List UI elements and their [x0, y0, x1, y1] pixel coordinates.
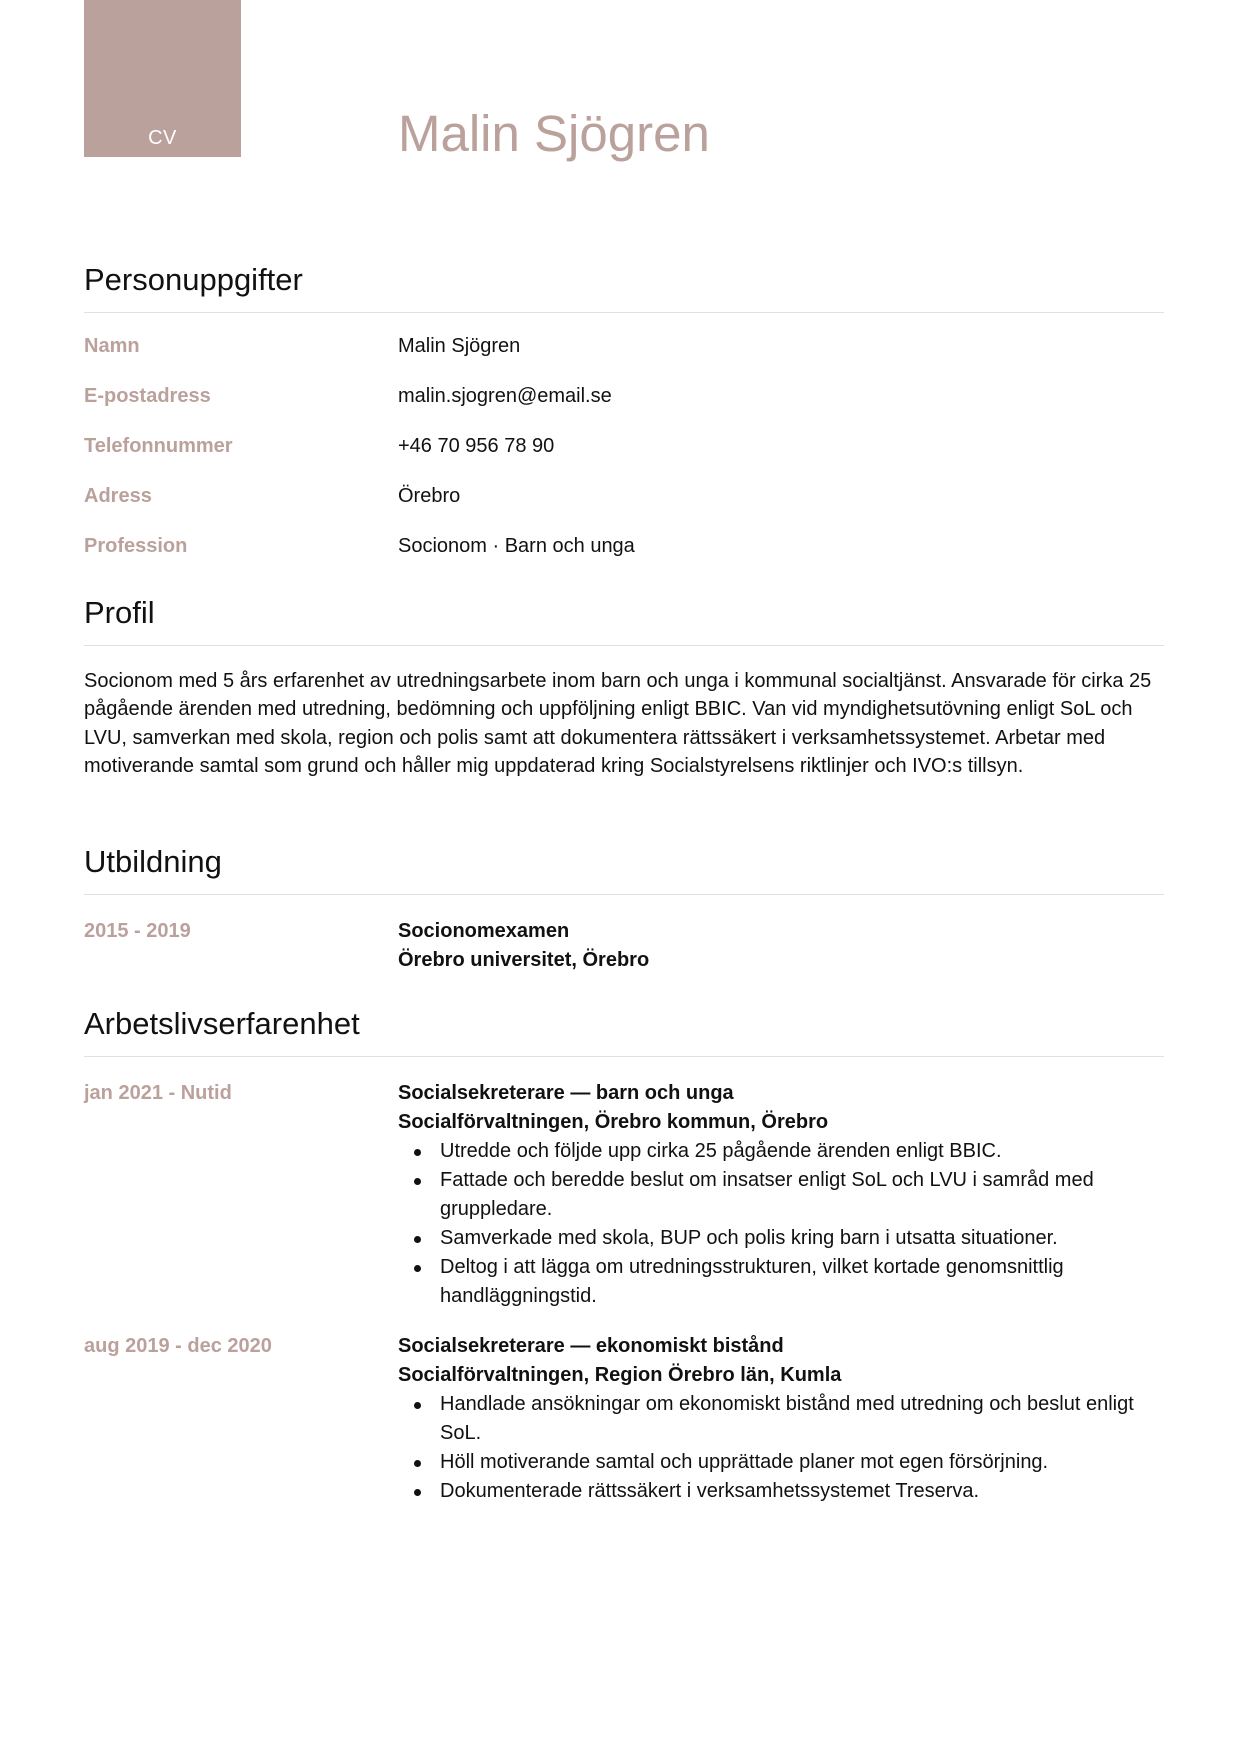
- bullet-text: Dokumenterade rättssäkert i verksamhetssystemet Treserva.: [440, 1479, 980, 1502]
- experience-role: Socialsekreterare — ekonomiskt bistånd: [398, 1334, 784, 1357]
- value-profession: Socionom · Barn och unga: [398, 534, 635, 557]
- list-item: [398, 1390, 1164, 1448]
- value-address: Örebro: [398, 484, 461, 507]
- value-phone: +46 70 956 78 90: [398, 434, 555, 457]
- cv-badge-label: CV: [148, 127, 177, 149]
- list-item: [398, 1224, 1164, 1253]
- section-divider: [84, 312, 1164, 313]
- label-name: Namn: [84, 334, 140, 357]
- bullet-text: Höll motiverande samtal och upprättade planer mot egen försörjning.: [440, 1450, 1049, 1473]
- experience-dates: jan 2021 - Nutid: [84, 1081, 232, 1104]
- bullet-text: Handlade ansökningar om ekonomiskt bistånd med utredning och beslut enligt SoL.: [440, 1392, 1134, 1444]
- section-divider: [84, 1056, 1164, 1057]
- list-item: [398, 1477, 1164, 1506]
- label-address: Adress: [84, 484, 152, 507]
- section-divider: [84, 894, 1164, 895]
- experience-entry: [84, 1079, 1164, 1311]
- bullet-text: Fattade och beredde beslut om insatser enligt SoL och LVU i samråd med gruppledare.: [440, 1168, 1094, 1220]
- education-school: Örebro universitet, Örebro: [398, 948, 650, 971]
- personal-row-address: [84, 485, 1164, 535]
- experience-employer: Socialförvaltningen, Region Örebro län, Kumla: [398, 1363, 842, 1386]
- section-divider: [84, 645, 1164, 646]
- education-entry: [84, 917, 1164, 975]
- experience-bullets: [398, 1390, 1164, 1506]
- label-phone: Telefonnummer: [84, 434, 233, 457]
- section-title-experience: Arbetslivserfarenhet: [84, 1006, 360, 1041]
- cv-badge: [84, 0, 241, 157]
- education-dates: 2015 - 2019: [84, 919, 191, 942]
- personal-row-phone: [84, 435, 1164, 485]
- bullet-dot-icon: [414, 1402, 421, 1409]
- value-email: malin.sjogren@email.se: [398, 384, 612, 407]
- bullet-text: Samverkade med skola, BUP och polis kring barn i utsatta situationer.: [440, 1226, 1058, 1249]
- personal-row-email: [84, 385, 1164, 435]
- education-degree: Socionomexamen: [398, 919, 570, 942]
- list-item: [398, 1448, 1164, 1477]
- bullet-dot-icon: [414, 1265, 421, 1272]
- education-section: [84, 844, 1164, 975]
- section-title-personal: Personuppgifter: [84, 262, 303, 297]
- bullet-text: Utredde och följde upp cirka 25 pågående ärenden enligt BBIC.: [440, 1139, 1002, 1162]
- profile-section: [84, 595, 1164, 781]
- section-title-profile: Profil: [84, 595, 155, 630]
- experience-role: Socialsekreterare — barn och unga: [398, 1081, 734, 1104]
- bullet-dot-icon: [414, 1236, 421, 1243]
- label-profession: Profession: [84, 534, 188, 557]
- experience-section: [84, 1006, 1164, 1506]
- experience-employer: Socialförvaltningen, Örebro kommun, Örebro: [398, 1110, 829, 1133]
- bullet-dot-icon: [414, 1460, 421, 1467]
- experience-dates: aug 2019 - dec 2020: [84, 1334, 272, 1357]
- personal-row-profession: [84, 535, 1164, 585]
- bullet-dot-icon: [414, 1178, 421, 1185]
- bullet-dot-icon: [414, 1149, 421, 1156]
- page-title: Malin Sjögren: [398, 105, 710, 162]
- list-item: [398, 1166, 1164, 1224]
- list-item: [398, 1253, 1164, 1311]
- bullet-text: Deltog i att lägga om utredningsstrukturen, vilket kortade genomsnittlig handläggningstid.: [440, 1255, 1064, 1307]
- personal-details-list: [84, 335, 1164, 585]
- profile-text: Socionom med 5 års erfarenhet av utredningsarbete inom barn och unga i kommunal socialtjänst. Ansvarade för cirka 25 pågående ärenden med utredning, bedömning och uppföljning enligt BBIC. Van vid myndighetsutövning enligt SoL och LVU, samverkan med skola, region och polis samt att dokumentera rättssäkert i verksamhetssystemet. Arbetar med motiverande samtal som grund och håller mig uppdaterad kring Socialstyrelsens riktlinjer och IVO:s tillsyn.: [84, 669, 1152, 778]
- personal-row-name: [84, 335, 1164, 385]
- section-title-education: Utbildning: [84, 844, 222, 879]
- personal-section: [84, 262, 1164, 585]
- list-item: [398, 1137, 1164, 1166]
- value-name: Malin Sjögren: [398, 334, 521, 357]
- experience-bullets: [398, 1137, 1164, 1311]
- experience-entry: [84, 1332, 1164, 1506]
- bullet-dot-icon: [414, 1489, 421, 1496]
- label-email: E-postadress: [84, 384, 211, 407]
